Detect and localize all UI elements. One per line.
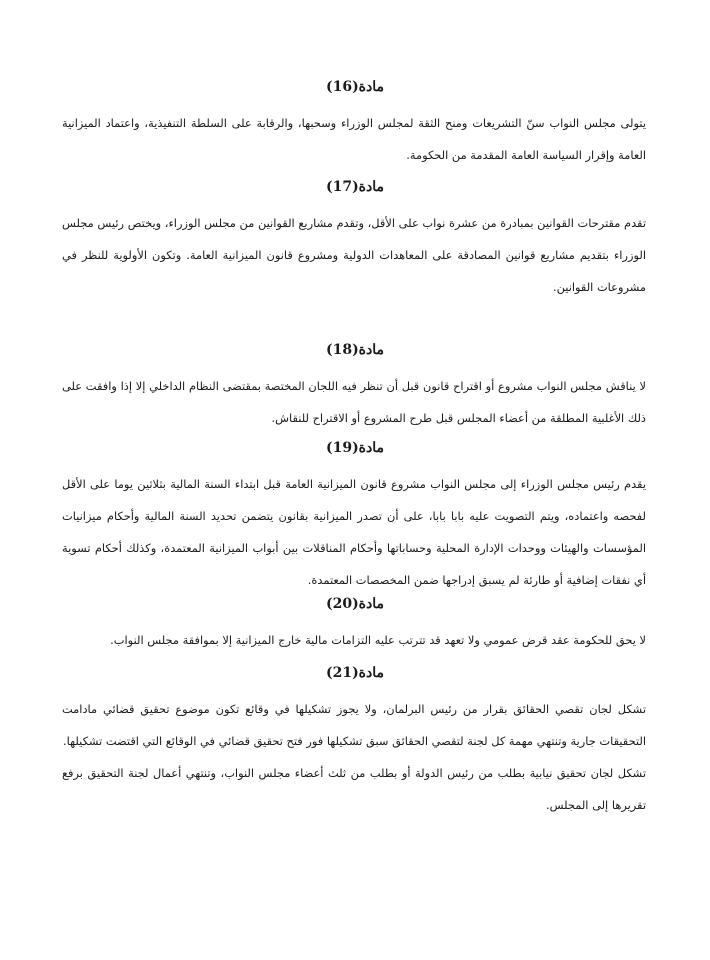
article-17-title: مادة(17) (325, 179, 385, 195)
article-18-title: مادة(18) (325, 342, 385, 358)
article-16-title: مادة(16) (325, 79, 385, 95)
article-21-paragraph-1: تشكل لجان تقصي الحقائق بقرار من رئيس البرلمان، ولا يجوز تشكيلها في وقائع تكون موضوع تحقيق قضائي مادامت التحقيقات جارية وتنتهي مهمة كل لجنة لتقصي الحقائق سبق تشكيلها فور فتح تحقيق قضائي في الوقائع التي اقتضت تشكيلها. (62, 702, 646, 748)
article-20-title: مادة(20) (325, 596, 385, 612)
article-20-paragraph: لا يحق للحكومة عقد قرض عمومي ولا تعهد قد تترتب عليه التزامات مالية خارج الميزانية إلا بموافقة مجلس النواب. (110, 633, 646, 647)
article-18-paragraph: لا يناقش مجلس النواب مشروع أو اقتراح قانون قبل أن تنظر فيه اللجان المختصة بمقتضى النظام الداخلي إلا إذا وافقت على ذلك الأغلبية المطلقة من أعضاء المجلس قبل طرح المشروع أو الاقتراح للنقاش. (62, 379, 646, 425)
article-19-paragraph: يقدم رئيس مجلس الوزراء إلى مجلس النواب مشروع قانون الميزانية العامة قبل ابتداء السنة المالية بثلاثين يوما على الأقل لفحصه واعتماده، ويتم التصويت عليه بابا بابا، على أن تصدر الميزانية بقانون يتضمن تحديد السنة المالية وأحكام ميزانيات المؤسسات والهيئات ووحدات الإدارة المحلية وحساباتها وأحكام المناقلات بين أبواب الميزانية المعتمدة، وكذلك أحكام تسوية أي نفقات إضافية أو طارئة لم يسبق إدراجها ضمن المخصصات المعتمدة. (62, 477, 646, 587)
article-19-title: مادة(19) (325, 440, 385, 456)
article-16-paragraph: يتولى مجلس النواب سنّ التشريعات ومنح الثقة لمجلس الوزراء وسحبها، والرقابة على السلطة التنفيذية، واعتماد الميزانية العامة وإقرار السياسة العامة المقدمة من الحكومة. (62, 116, 646, 162)
article-21-paragraph-2: تشكل لجان تحقيق نيابية بطلب من رئيس الدولة أو بطلب من ثلث أعضاء مجلس النواب، وتنتهي أعمال لجنة التحقيق برفع تقريرها إلى المجلس. (62, 766, 646, 812)
article-21-title: مادة(21) (325, 665, 385, 681)
article-17-paragraph: تقدم مقترحات القوانين بمبادرة من عشرة نواب على الأقل، وتقدم مشاريع القوانين من مجلس الوزراء، ويختص رئيس مجلس الوزراء بتقديم مشاريع قوانين المصادقة على المعاهدات الدولية ومشروع قانون الميزانية العامة. وتكون الأولوية للنظر في مشروعات القوانين. (62, 216, 646, 294)
